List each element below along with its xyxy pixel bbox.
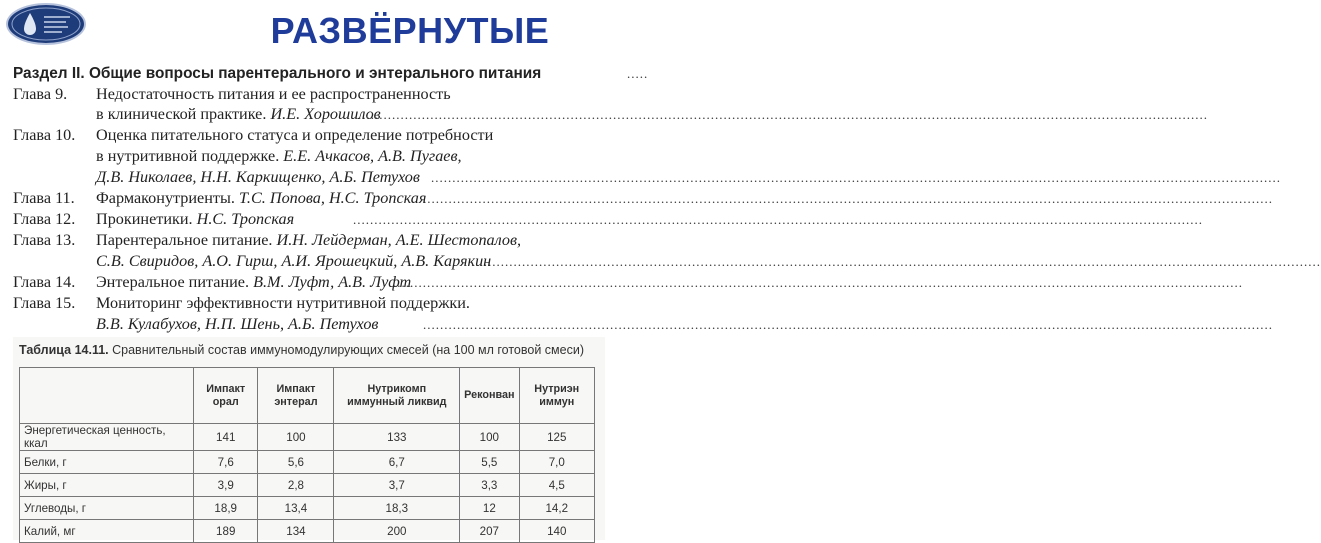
toc-leader-dots: ........................................................................................................................................................................................................ [423,191,1273,206]
toc-entry-title: Мониторинг эффективности нутритивной поддержки. [96,294,470,312]
header-cell: Нутрикомп иммунный ликвид [334,368,460,424]
toc-entry-text [96,314,378,334]
toc-entry-title: Прокинетики. [96,210,197,228]
value-cell: 18,9 [194,497,258,520]
toc-chapter-label: Глава 10. [13,126,76,144]
toc-entry-text [96,167,420,187]
value-cell: 134 [258,520,334,543]
header-cell [20,368,194,424]
toc-entry-text [96,84,451,104]
value-cell: 3,3 [460,474,519,497]
page-title: РАЗВЁРНУТЫЕ [270,10,550,51]
toc-entry-title: Фармаконутриенты. [96,189,239,207]
table-row [20,424,595,451]
value-cell: 125 [519,424,595,451]
toc-entry-text [96,209,294,229]
table-header-row [20,368,595,424]
toc-entry-text [96,188,426,208]
toc-chapter-label: Глава 12. [13,210,76,228]
toc-entry-title: Энтеральное питание. [96,273,254,291]
composition-table-scan [13,337,605,540]
value-cell: 133 [334,424,460,451]
row-label-cell: Углеводы, г [20,497,194,520]
toc-chapter-label: Глава 15. [13,294,76,312]
toc-leader-dots: ........................................................................................................................................................................................................ [353,212,1203,227]
table-of-contents: Раздел II. Общие вопросы парентерального и энтерального питания ..... Глава 9. Недостаточность питания и ее распространенность в клинической практике. И.Е. Хорошилов ........................................................................................................................................................................................................ Глава 10. Оценка питательного статуса и определение потребности в нутритивной поддержке. Е.Е. Ачкасов, А.В. Пугаев, Д.В. Николаев, Н.Н. Каркищенко, А.Б. Петухов ........................................................................................................................................................................................................ Глава 11. Фармаконутриенты. Т.С. Попова, Н.С. Тропская ........................................................................................................................................................................................................ Глава 12. Прокинетики. Н.С. Тропская ........................................................................................................................................................................................................ Глава 13. Парентеральное питание. И.Н. Лейдерман, А.Е. Шестопалов, С.В. Свиридов, А.О. Гирш, А.И. Ярошецкий, А.В. Карякин ........................................................................................................................................................................................................ Глава 14. Энтеральное питание. В.М. Луфт, А.В. Луфт ........................................................................................................................................................................................................ Глава 15. Мониторинг эффективности нутритивной поддержки. В.В. Кулабухов, Н.П. Шень, А.Б. Петухов ........................................................................................................................................................................................................ [13,62,705,337]
toc-entry-authors: И.Е. Хорошилов [270,105,381,123]
table-caption-label: Таблица 14.11. [19,343,109,357]
row-label-cell: Энергетическая ценность, ккал [20,424,194,451]
toc-section-title: Раздел II. Общие вопросы парентерального и энтерального питания [13,65,542,82]
toc-entry-title: Недостаточность питания и ее распространенность [96,85,451,103]
composition-table [19,367,595,543]
slide-header [0,0,720,58]
value-cell: 2,8 [258,474,334,497]
toc-entry-authors: Д.В. Николаев, Н.Н. Каркищенко, А.Б. Петухов [96,168,420,186]
header-cell: Импакт орал [194,368,258,424]
table-caption-text: Сравнительный состав иммуномодулирующих смесей (на 100 мл готовой смеси) [112,343,584,357]
toc-leader-dots: ........................................................................................................................................................................................................ [358,107,1208,122]
toc-chapter-label: Глава 9. [13,85,68,103]
toc-entry-authors: И.Н. Лейдерман, А.Е. Шестопалов, [276,231,522,249]
row-label-cell: Белки, г [20,451,194,474]
value-cell: 189 [194,520,258,543]
toc-leader-dots: ........................................................................................................................................................................................................ [471,254,1321,269]
toc-entry-text [96,272,411,292]
toc-entry-title: в клинической практике. [96,105,271,123]
header-cell: Нутриэн иммун [519,368,595,424]
toc-entry-authors: Е.Е. Ачкасов, А.В. Пугаев, [283,147,462,165]
toc-entry-authors: С.В. Свиридов, А.О. Гирш, А.И. Ярошецкий, А.В. Карякин [96,252,492,270]
toc-chapter-label: Глава 14. [13,273,76,291]
value-cell: 12 [460,497,519,520]
toc-entry-title: Оценка питательного статуса и определение потребности [96,126,494,144]
toc-entry-title: Парентеральное питание. [96,231,277,249]
toc-entry-authors: Н.С. Тропская [196,210,295,228]
toc-entry-text [96,104,381,124]
toc-entry-text [96,146,462,166]
value-cell: 18,3 [334,497,460,520]
value-cell: 100 [258,424,334,451]
value-cell: 100 [460,424,519,451]
value-cell: 7,6 [194,451,258,474]
table-row [20,451,595,474]
value-cell: 5,6 [258,451,334,474]
value-cell: 207 [460,520,519,543]
toc-leader-dots: ........................................................................................................................................................................................................ [393,275,1243,290]
table-row [20,497,595,520]
toc-chapter-label: Глава 11. [13,189,75,207]
row-label-cell: Калий, мг [20,520,194,543]
toc-entry-text [96,230,521,250]
toc-entry-authors: В.М. Луфт, А.В. Луфт [253,273,412,291]
toc-entry-text [96,251,491,271]
value-cell: 4,5 [519,474,595,497]
value-cell: 141 [194,424,258,451]
header-cell: Реконван [460,368,519,424]
value-cell: 200 [334,520,460,543]
value-cell: 13,4 [258,497,334,520]
toc-leader-dots: ........................................................................................................................................................................................................ [431,170,1281,185]
toc-entry-text [96,125,493,145]
toc-chapter-label: Глава 13. [13,231,76,249]
value-cell: 5,5 [460,451,519,474]
value-cell: 140 [519,520,595,543]
header-cell: Импакт энтерал [258,368,334,424]
value-cell: 3,7 [334,474,460,497]
toc-entry-text [96,293,470,313]
toc-entry-title: в нутритивной поддержке. [96,147,284,165]
toc-leader-dots: ........................................................................................................................................................................................................ [423,317,1273,332]
toc-entry-authors: Т.С. Попова, Н.С. Тропская [238,189,427,207]
table-row [20,520,595,543]
drop-emblem-icon [6,3,86,45]
table-caption [19,343,584,357]
toc-entry-authors: В.В. Кулабухов, Н.П. Шень, А.Б. Петухов [96,315,379,333]
value-cell: 3,9 [194,474,258,497]
value-cell: 7,0 [519,451,595,474]
row-label-cell: Жиры, г [20,474,194,497]
value-cell: 6,7 [334,451,460,474]
value-cell: 14,2 [519,497,595,520]
table-row [20,474,595,497]
